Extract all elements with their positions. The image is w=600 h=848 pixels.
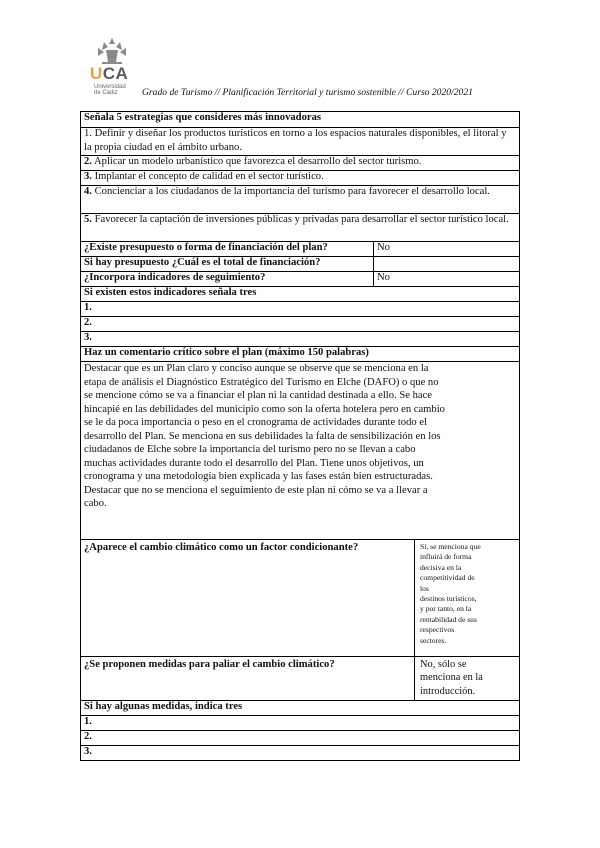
university-logo — [84, 36, 140, 98]
measures-row — [80, 656, 520, 700]
measures-question: ¿Se proponen medidas para paliar el cambio climático? — [84, 659, 335, 670]
strategy-4: 4. Concienciar a los ciudadanos de la importancia del turismo para favorecer el desarrollo local. — [84, 186, 490, 197]
strategy-2: 2. Aplicar un modelo urbanístico que favorezca el desarrollo del sector turismo. — [84, 156, 422, 167]
indicators-answer: No — [377, 272, 390, 283]
comment-line: Destacar que no se menciona el seguimiento de este plan ni cómo se va a llevar a — [84, 484, 428, 496]
comment-heading: Haz un comentario crítico sobre el plan (máximo 150 palabras) — [84, 347, 369, 358]
comment-line: cronograma y una metodología bien explicada y las fases están bien estructuradas. — [84, 471, 433, 482]
indicator-item: 3. — [84, 332, 92, 343]
logo-subtitle: Universidad de Cádiz — [94, 84, 126, 96]
measures-answer: No, sólo se menciona en la introducción. — [420, 659, 483, 697]
climate-row — [80, 539, 520, 656]
climate-answer: Sí, se menciona que influirá de forma decisiva en la competitividad de los destinos turísticos, y por tanto, en la rentabilidad de sus respectivos sectores. — [420, 542, 481, 645]
indicators-three-heading: Si existen estos indicadores señala tres — [84, 287, 257, 298]
indicators-question: ¿Incorpora indicadores de seguimiento? — [84, 272, 266, 283]
measures-three-heading: Si hay algunas medidas, indica tres — [84, 701, 243, 712]
budget-question: ¿Existe presupuesto o forma de financiación del plan? — [84, 242, 328, 253]
comment-line: cabo. — [84, 498, 107, 509]
comment-body — [80, 361, 520, 539]
comment-line: Destacar que es un Plan claro y conciso aunque se observe que se menciona en la — [84, 363, 429, 374]
budget-total-answer — [373, 256, 520, 271]
indicator-item: 1. — [84, 302, 92, 313]
indicator-item: 2. — [84, 317, 92, 328]
strategy-1: 1. Definir y diseñar los productos turísticos en torno a los espacios naturales disponibles, el litoral y la propia ciudad en el ámbito urbano. — [84, 128, 507, 153]
strategy-3: 3. Implantar el concepto de calidad en el sector turístico. — [84, 171, 324, 182]
strategy-5: 5. Favorecer la captación de inversiones públicas y privadas para desarrollar el sector turístico local. — [84, 214, 509, 225]
measure-item: 3. — [84, 746, 92, 757]
budget-answer: No — [377, 242, 390, 253]
budget-row — [80, 241, 520, 256]
comment-line: desarrollo del Plan. Se menciona en sus debilidades la falta de sensibilización en los — [84, 430, 441, 442]
comment-line: muchas actividades durante todo el desarrollo del Plan. Tiene unos objetivos, un — [84, 457, 424, 469]
measure-item: 1. — [84, 716, 92, 727]
indicators-row — [80, 271, 520, 286]
crest-icon — [92, 36, 132, 66]
document-header: Grado de Turismo // Planificación Territorial y turismo sostenible // Curso 2020/2021 — [142, 87, 473, 98]
logo-wordmark: UCA — [90, 64, 129, 83]
budget-total-question: Si hay presupuesto ¿Cuál es el total de financiación? — [84, 257, 321, 268]
budget-total-row — [80, 256, 520, 271]
strategies-heading: Señala 5 estrategias que consideres más innovadoras — [84, 112, 321, 123]
comment-line: se le da poca importancia o peso en el cronograma de actividades durante todo el — [84, 417, 427, 428]
climate-question: ¿Aparece el cambio climático como un factor condicionante? — [84, 542, 359, 553]
comment-line: etapa de análisis el Diagnóstico Estratégico del Turismo en Elche (DAFO) o que no — [84, 376, 439, 388]
comment-line: ciudadanos de Elche sobre la importancia del turismo pero no se llevan a cabo — [84, 444, 416, 455]
comment-line: hincapié en las debilidades del municipio como son la oferta hotelera pero en cambio — [84, 403, 445, 415]
measure-item: 2. — [84, 731, 92, 742]
comment-line: se mencione cómo se va a financiar el plan ni la cantidad destinada a ello. Se hace — [84, 390, 432, 401]
